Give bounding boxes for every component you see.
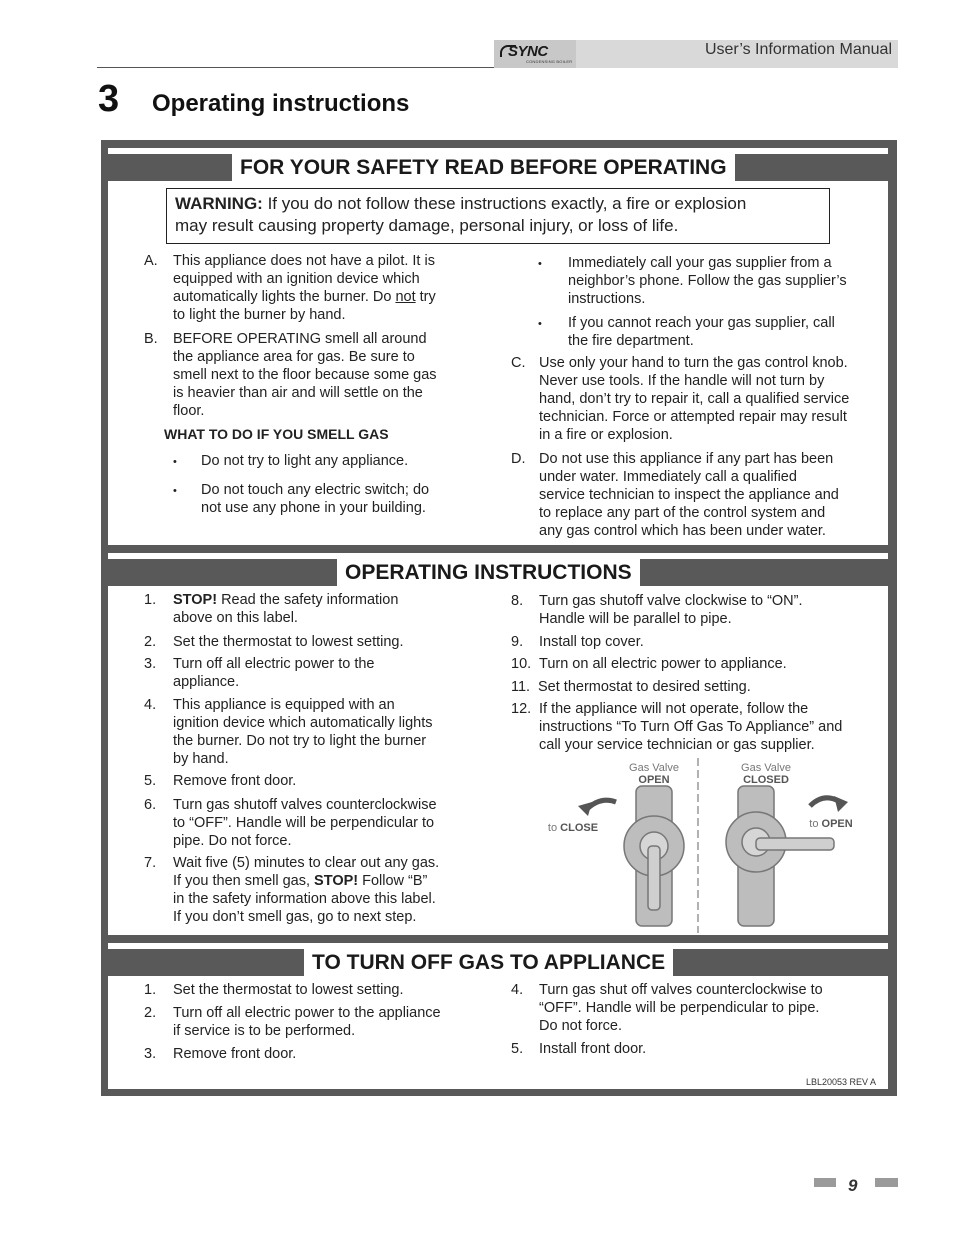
footer-bar-right — [875, 1178, 898, 1187]
valve-closed-caption: Gas Valve CLOSED — [741, 762, 791, 786]
manual-title: User’s Information Manual — [704, 41, 892, 58]
step-2-label: 2. — [144, 634, 157, 650]
step-6-label: 6. — [144, 797, 157, 813]
off-step-3-label: 3. — [144, 1046, 157, 1062]
off-step-1-text: Set the thermostat to lowest setting. — [173, 982, 404, 998]
off-step-2-text: Turn off all electric power to the appliance if service is to be performed. — [173, 1005, 441, 1039]
logo-wordmark: SYNC — [508, 43, 548, 60]
safety-section-title: FOR YOUR SAFETY READ BEFORE OPERATING — [232, 154, 735, 181]
safety-section — [108, 148, 888, 545]
warning-line-2: may result causing property damage, personal injury, or loss of life. — [175, 216, 679, 235]
item-c-label: C. — [511, 355, 526, 371]
step-4-label: 4. — [144, 697, 157, 713]
step-7-label: 7. — [144, 855, 157, 871]
warning-text — [175, 193, 825, 237]
smell-gas-heading: WHAT TO DO IF YOU SMELL GAS — [164, 426, 389, 442]
chapter-number: 3 — [98, 78, 120, 120]
off-step-1-label: 1. — [144, 982, 157, 998]
turn-off-section — [108, 943, 888, 1089]
item-a-label: A. — [144, 253, 158, 269]
bullet-icon: • — [538, 318, 542, 330]
off-step-3-text: Remove front door. — [173, 1046, 297, 1062]
off-step-4-text: Turn gas shut off valves counterclockwise to “OFF”. Handle will be perpendicular to pipe. Do not force. — [539, 982, 823, 1034]
warning-label: WARNING: — [175, 194, 263, 213]
item-b-text: BEFORE OPERATING smell all around the appliance area for gas. Be sure to smell next to the floor because some gas is heavier than air and will settle on the floor. — [173, 331, 437, 419]
turn-off-section-title: TO TURN OFF GAS TO APPLIANCE — [304, 949, 673, 976]
operating-section-title: OPERATING INSTRUCTIONS — [337, 559, 640, 586]
brand-logo — [494, 40, 576, 68]
item-d-label: D. — [511, 451, 526, 467]
item-b-label: B. — [144, 331, 158, 347]
gas-valve-illustration — [538, 758, 858, 933]
page-number: 9 — [848, 1176, 858, 1195]
step-4-text: This appliance is equipped with an ignition device which automatically lights the burner. Do not try to light the burner by hand. — [173, 697, 433, 767]
bullet-3-text: Immediately call your gas supplier from a neighbor’s phone. Follow the gas supplier’s instructions. — [568, 255, 847, 307]
step-3-label: 3. — [144, 656, 157, 672]
off-step-4-label: 4. — [511, 982, 524, 998]
open-arrowhead-icon — [834, 796, 848, 812]
step-5-label: 5. — [144, 773, 157, 789]
off-step-5-text: Install front door. — [539, 1041, 647, 1057]
step-11-text: Set thermostat to desired setting. — [538, 679, 751, 695]
step-6-text: Turn gas shutoff valves counterclockwise to “OFF”. Handle will be perpendicular to pipe. Do not force. — [173, 797, 437, 849]
warning-box — [166, 188, 830, 244]
item-c-text: Use only your hand to turn the gas control knob. Never use tools. If the handle will not turn by hand, don’t try to repair it, call a qualified service technician. Force or attempted repair may result in a fire or explosion. — [539, 355, 850, 443]
off-step-2-label: 2. — [144, 1005, 157, 1021]
logo-tagline: CONDENSING BOILER — [526, 59, 573, 64]
manual-title-bar — [576, 40, 898, 68]
off-step-5-label: 5. — [511, 1041, 524, 1057]
step-8-text: Turn gas shutoff valve clockwise to “ON”. Handle will be parallel to pipe. — [539, 593, 803, 627]
warning-line-1: If you do not follow these instructions exactly, a fire or explosion — [267, 194, 747, 213]
valve-open-icon — [624, 786, 684, 926]
step-1-label: 1. — [144, 592, 157, 608]
step-2-text: Set the thermostat to lowest setting. — [173, 634, 404, 650]
step-3-text: Turn off all electric power to the appliance. — [173, 656, 375, 690]
close-arrowhead-icon — [578, 802, 592, 816]
bullet-icon: • — [538, 258, 542, 270]
step-5-text: Remove front door. — [173, 773, 297, 789]
valve-open-caption: Gas Valve OPEN — [629, 762, 679, 786]
step-9-label: 9. — [511, 634, 524, 650]
valve-drawing — [538, 758, 858, 933]
step-10-text: Turn on all electric power to appliance. — [539, 656, 787, 672]
chapter-title: Operating instructions — [152, 90, 410, 117]
step-12-text: If the appliance will not operate, follow the instructions “To Turn Off Gas To Appliance” and call your service technician or gas supplier. — [539, 701, 843, 753]
header-rule — [97, 67, 495, 68]
step-1-text: STOP! Read the safety information above on this label. — [173, 592, 399, 626]
footer-bar-left — [814, 1178, 836, 1187]
step-9-text: Install top cover. — [539, 634, 644, 650]
step-11-label: 11. — [511, 679, 531, 695]
bullet-icon: • — [173, 456, 177, 468]
step-8-label: 8. — [511, 593, 524, 609]
operating-section — [108, 553, 888, 935]
bullet-2-text: Do not touch any electric switch; do not use any phone in your building. — [201, 482, 430, 516]
step-7-text: Wait five (5) minutes to clear out any gas. If you then smell gas, STOP! Follow “B” in the safety information above this label. If you don’t smell gas, go to next step. — [173, 855, 440, 925]
bullet-4-text: If you cannot reach your gas supplier, call the fire department. — [568, 315, 835, 349]
bullet-1-text: Do not try to light any appliance. — [201, 453, 409, 469]
label-code: LBL20053 REV A — [806, 1077, 877, 1087]
item-a-text: This appliance does not have a pilot. It is equipped with an ignition device which automatically lights the burner. Do not try to light the burner by hand. — [173, 253, 436, 323]
bullet-icon: • — [173, 485, 177, 497]
to-open-caption: to OPEN — [809, 818, 853, 830]
to-close-caption: to CLOSE — [547, 822, 599, 834]
item-d-text: Do not use this appliance if any part has been under water. Immediately call a qualified service technician to inspect the appliance and to replace any part of the control system and any gas control which has been under water. — [539, 451, 839, 539]
valve-closed-icon — [726, 786, 834, 926]
step-12-label: 12. — [511, 701, 532, 717]
step-10-label: 10. — [511, 656, 532, 672]
